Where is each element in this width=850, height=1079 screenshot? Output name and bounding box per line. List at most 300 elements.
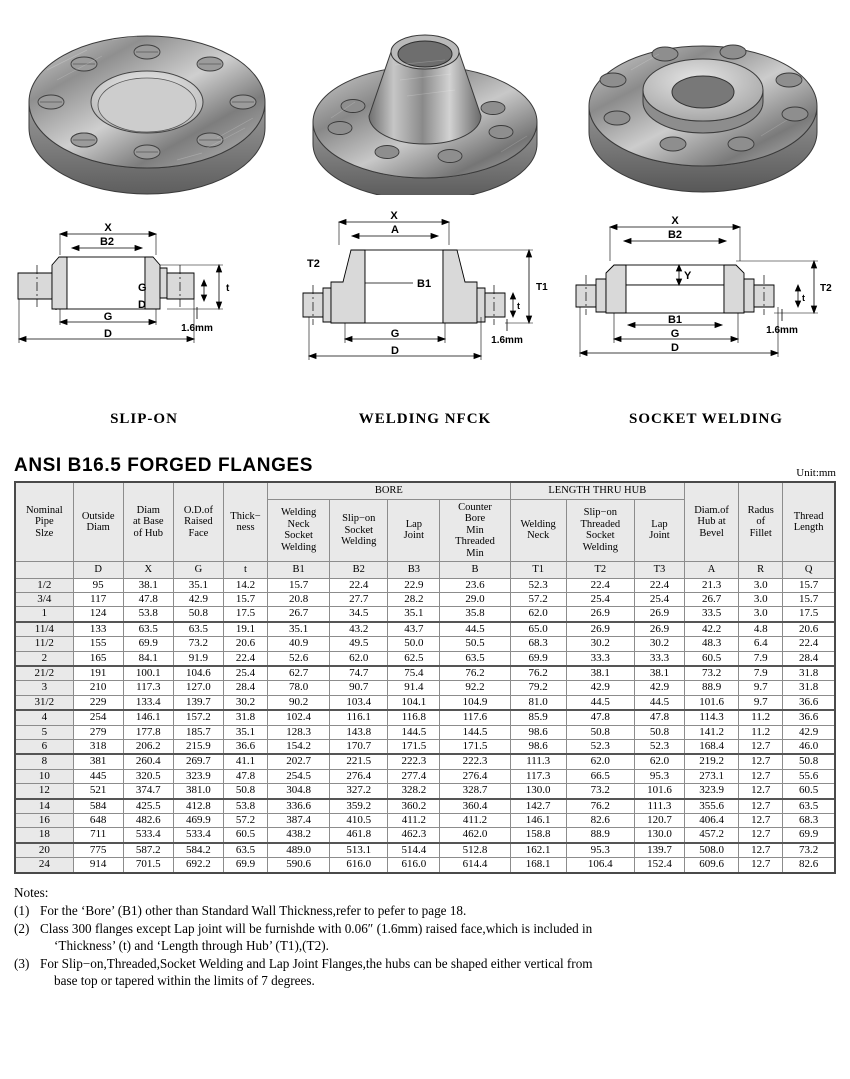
cell-T1: 162.1	[510, 843, 566, 858]
header-diam-hub-at-bevel: Diam.of Hub at Bevel	[685, 482, 739, 562]
cell-A: 73.2	[685, 666, 739, 681]
cell-B: 171.5	[440, 739, 510, 754]
cell-B1: 90.2	[268, 695, 330, 710]
cell-t: 28.4	[223, 681, 267, 695]
cell-A: 141.2	[685, 725, 739, 739]
table-row	[15, 754, 835, 769]
cell-D: 165	[73, 651, 123, 666]
cell-t: 19.1	[223, 622, 267, 637]
cell-B2: 170.7	[330, 739, 388, 754]
cell-nps: 6	[15, 739, 73, 754]
table-row	[15, 828, 835, 843]
cell-B: 29.0	[440, 592, 510, 606]
cell-G: 35.1	[173, 578, 223, 592]
cell-D: 521	[73, 784, 123, 799]
header-row-groups	[15, 482, 835, 499]
dim-label-t: t	[517, 301, 520, 311]
header-bore-welding-neck-socket-welding: Welding Neck Socket Welding	[268, 499, 330, 562]
cell-D: 210	[73, 681, 123, 695]
cell-B: 462.0	[440, 828, 510, 843]
cell-t: 69.9	[223, 858, 267, 873]
cell-B1: 128.3	[268, 725, 330, 739]
cell-T1: 158.8	[510, 828, 566, 843]
cell-B2: 143.8	[330, 725, 388, 739]
cell-X: 84.1	[123, 651, 173, 666]
cell-X: 482.6	[123, 814, 173, 828]
cell-nps: 11/4	[15, 622, 73, 637]
cell-T1: 57.2	[510, 592, 566, 606]
cell-B3: 171.5	[388, 739, 440, 754]
cell-T1: 130.0	[510, 784, 566, 799]
cell-B2: 74.7	[330, 666, 388, 681]
cell-Q: 63.5	[783, 799, 835, 814]
header-bore-slip-on-socket-welding: Slip−on Socket Welding	[330, 499, 388, 562]
cell-B1: 438.2	[268, 828, 330, 843]
cell-R: 12.7	[739, 784, 783, 799]
dim-label-x: X	[104, 222, 112, 234]
cell-t: 36.6	[223, 739, 267, 754]
cell-Q: 20.6	[783, 622, 835, 637]
cell-B: 512.8	[440, 843, 510, 858]
note-number: (2)	[14, 920, 30, 936]
cell-G: 215.9	[173, 739, 223, 754]
table-row	[15, 799, 835, 814]
cell-B3: 360.2	[388, 799, 440, 814]
cell-D: 95	[73, 578, 123, 592]
cell-T2: 66.5	[566, 769, 634, 783]
cell-B1: 62.7	[268, 666, 330, 681]
dim-label-raised-face: 1.6mm	[181, 323, 213, 334]
cell-T1: 146.1	[510, 814, 566, 828]
cell-nps: 4	[15, 710, 73, 725]
cell-D: 155	[73, 637, 123, 651]
cell-nps: 1/2	[15, 578, 73, 592]
cell-B: 360.4	[440, 799, 510, 814]
table-row	[15, 695, 835, 710]
cell-Q: 68.3	[783, 814, 835, 828]
slip-on-drawing	[4, 205, 284, 390]
cell-B: 276.4	[440, 769, 510, 783]
cell-R: 12.7	[739, 769, 783, 783]
cell-D: 229	[73, 695, 123, 710]
cell-A: 355.6	[685, 799, 739, 814]
cell-B3: 116.8	[388, 710, 440, 725]
cell-T1: 69.9	[510, 651, 566, 666]
header-bore-lap-joint: Lap Joint	[388, 499, 440, 562]
cell-T2: 42.9	[566, 681, 634, 695]
cell-nps: 18	[15, 828, 73, 843]
cell-t: 47.8	[223, 769, 267, 783]
cell-Q: 28.4	[783, 651, 835, 666]
cell-B1: 336.6	[268, 799, 330, 814]
cell-D: 133	[73, 622, 123, 637]
dim-label-raised-face: 1.6mm	[766, 325, 798, 336]
cell-R: 12.7	[739, 828, 783, 843]
note-line: For Slip−on,Threaded,Socket Welding and Lap Joint Flanges,the hubs can be shaped either vertical from	[40, 955, 593, 971]
note-item	[14, 920, 836, 955]
cell-A: 457.2	[685, 828, 739, 843]
header-outside-diam: Outside Diam	[73, 482, 123, 562]
cell-T2: 44.5	[566, 695, 634, 710]
table-row	[15, 814, 835, 828]
cell-R: 12.7	[739, 858, 783, 873]
dim-label-y: Y	[684, 270, 692, 282]
symbol-X: X	[123, 562, 173, 579]
cell-B2: 116.1	[330, 710, 388, 725]
cell-D: 279	[73, 725, 123, 739]
cell-X: 53.8	[123, 607, 173, 622]
drawing-caption-row	[0, 407, 850, 441]
cell-B1: 35.1	[268, 622, 330, 637]
table-body	[15, 578, 835, 873]
cell-Q: 69.9	[783, 828, 835, 843]
dim-label-t2: T2	[307, 258, 320, 270]
cell-Q: 55.6	[783, 769, 835, 783]
flange-photo-row	[0, 0, 850, 205]
cell-T2: 30.2	[566, 637, 634, 651]
dim-label-t: t	[226, 283, 230, 294]
cell-t: 63.5	[223, 843, 267, 858]
symbol-T1: T1	[510, 562, 566, 579]
cell-Q: 50.8	[783, 754, 835, 769]
cell-T3: 22.4	[634, 578, 684, 592]
note-item	[14, 902, 836, 920]
cell-T3: 30.2	[634, 637, 684, 651]
cell-nps: 24	[15, 858, 73, 873]
table-row	[15, 858, 835, 873]
cell-T3: 42.9	[634, 681, 684, 695]
cell-B2: 27.7	[330, 592, 388, 606]
cell-B2: 410.5	[330, 814, 388, 828]
cell-B2: 359.2	[330, 799, 388, 814]
cell-T3: 25.4	[634, 592, 684, 606]
table-row	[15, 739, 835, 754]
cell-T2: 76.2	[566, 799, 634, 814]
page-title: ANSI B16.5 FORGED FLANGES	[14, 455, 313, 476]
symbol-R: R	[739, 562, 783, 579]
cell-Q: 36.6	[783, 695, 835, 710]
table-row	[15, 710, 835, 725]
cell-B3: 62.5	[388, 651, 440, 666]
header-bore-counter-bore-min-threaded-min: Counter Bore Min Threaded Min	[440, 499, 510, 562]
cell-A: 33.5	[685, 607, 739, 622]
cell-B3: 328.2	[388, 784, 440, 799]
cell-R: 9.7	[739, 695, 783, 710]
cell-D: 124	[73, 607, 123, 622]
cell-G: 139.7	[173, 695, 223, 710]
cell-t: 53.8	[223, 799, 267, 814]
cell-T2: 33.3	[566, 651, 634, 666]
cell-T3: 130.0	[634, 828, 684, 843]
cell-R: 3.0	[739, 592, 783, 606]
cell-T3: 26.9	[634, 607, 684, 622]
cell-B1: 590.6	[268, 858, 330, 873]
symbol-Q: Q	[783, 562, 835, 579]
header-radius-of-fillet: Radus of Fillet	[739, 482, 783, 562]
cell-Q: 15.7	[783, 578, 835, 592]
socket-welding-flange-photo	[568, 3, 838, 203]
cell-B1: 26.7	[268, 607, 330, 622]
cell-G: 269.7	[173, 754, 223, 769]
cell-T3: 38.1	[634, 666, 684, 681]
header-thickness: Thick− ness	[223, 482, 267, 562]
cell-B3: 28.2	[388, 592, 440, 606]
cell-B3: 462.3	[388, 828, 440, 843]
cell-Q: 73.2	[783, 843, 835, 858]
dim-label-d-lower: D	[104, 328, 112, 340]
cell-t: 25.4	[223, 666, 267, 681]
cell-B3: 75.4	[388, 666, 440, 681]
cell-T2: 52.3	[566, 739, 634, 754]
cell-G: 50.8	[173, 607, 223, 622]
cell-T3: 50.8	[634, 725, 684, 739]
cell-B: 411.2	[440, 814, 510, 828]
cell-T2: 25.4	[566, 592, 634, 606]
cell-X: 177.8	[123, 725, 173, 739]
cell-nps: 12	[15, 784, 73, 799]
cell-B2: 22.4	[330, 578, 388, 592]
cell-B: 76.2	[440, 666, 510, 681]
cell-B2: 461.8	[330, 828, 388, 843]
note-text	[40, 920, 836, 955]
cell-G: 73.2	[173, 637, 223, 651]
cell-Q: 60.5	[783, 784, 835, 799]
cell-B3: 277.4	[388, 769, 440, 783]
cell-B2: 62.0	[330, 651, 388, 666]
cell-G: 584.2	[173, 843, 223, 858]
symbol-A: A	[685, 562, 739, 579]
cell-X: 47.8	[123, 592, 173, 606]
cell-B3: 411.2	[388, 814, 440, 828]
cell-nps: 10	[15, 769, 73, 783]
note-line-continued: ‘Thickness’ (t) and ‘Length through Hub’ (T1),(T2).	[54, 938, 329, 954]
cell-B: 117.6	[440, 710, 510, 725]
dim-label-raised-face: 1.6mm	[491, 335, 523, 346]
cell-T2: 82.6	[566, 814, 634, 828]
cell-B2: 43.2	[330, 622, 388, 637]
table-row	[15, 592, 835, 606]
header-nominal-pipe-size: Nominal Pipe Slze	[15, 482, 73, 562]
cell-G: 104.6	[173, 666, 223, 681]
cell-D: 914	[73, 858, 123, 873]
cell-T2: 88.9	[566, 828, 634, 843]
cell-D: 648	[73, 814, 123, 828]
header-hub-slip-on-threaded-socket-welding: Slip−on Threaded Socket Welding	[566, 499, 634, 562]
note-number: (1)	[14, 903, 30, 919]
symbol-G: G	[173, 562, 223, 579]
cell-G: 469.9	[173, 814, 223, 828]
cell-B3: 50.0	[388, 637, 440, 651]
table-row	[15, 578, 835, 592]
cell-t: 30.2	[223, 695, 267, 710]
cell-T3: 95.3	[634, 769, 684, 783]
cell-T2: 95.3	[566, 843, 634, 858]
cell-t: 17.5	[223, 607, 267, 622]
cell-nps: 3	[15, 681, 73, 695]
cell-X: 69.9	[123, 637, 173, 651]
cell-nps: 1	[15, 607, 73, 622]
cell-A: 48.3	[685, 637, 739, 651]
cell-B3: 91.4	[388, 681, 440, 695]
table-row	[15, 784, 835, 799]
cell-T3: 47.8	[634, 710, 684, 725]
cell-nps: 14	[15, 799, 73, 814]
cell-D: 775	[73, 843, 123, 858]
cell-G: 63.5	[173, 622, 223, 637]
dim-label-g-lower: G	[103, 311, 113, 323]
cell-B2: 90.7	[330, 681, 388, 695]
note-text	[40, 902, 836, 920]
caption-socket-welding: SOCKET WELDING	[629, 411, 783, 427]
symbol-D: D	[73, 562, 123, 579]
cell-G: 185.7	[173, 725, 223, 739]
cell-T2: 106.4	[566, 858, 634, 873]
cell-B1: 40.9	[268, 637, 330, 651]
cell-t: 31.8	[223, 710, 267, 725]
note-item	[14, 955, 836, 990]
cell-D: 584	[73, 799, 123, 814]
cell-t: 60.5	[223, 828, 267, 843]
cell-B2: 513.1	[330, 843, 388, 858]
cell-B: 44.5	[440, 622, 510, 637]
cell-Q: 82.6	[783, 858, 835, 873]
header-od-raised-face: O.D.of Raised Face	[173, 482, 223, 562]
cell-X: 320.5	[123, 769, 173, 783]
cell-A: 168.4	[685, 739, 739, 754]
header-hub-welding-neck: Welding Neck	[510, 499, 566, 562]
cell-B1: 154.2	[268, 739, 330, 754]
cell-B3: 222.3	[388, 754, 440, 769]
note-number: (3)	[14, 955, 30, 971]
cell-Q: 46.0	[783, 739, 835, 754]
dim-label-t: t	[802, 293, 805, 303]
dim-label-d: D	[391, 345, 399, 357]
cell-X: 133.4	[123, 695, 173, 710]
table-row	[15, 725, 835, 739]
dim-label-b1: B1	[667, 314, 683, 326]
cell-nps: 2	[15, 651, 73, 666]
cell-t: 22.4	[223, 651, 267, 666]
cell-B3: 514.4	[388, 843, 440, 858]
symbol-B2: B2	[330, 562, 388, 579]
cell-R: 12.7	[739, 739, 783, 754]
table-row	[15, 622, 835, 637]
cell-G: 381.0	[173, 784, 223, 799]
table-row	[15, 651, 835, 666]
cell-B: 50.5	[440, 637, 510, 651]
cell-R: 12.7	[739, 754, 783, 769]
cell-T2: 26.9	[566, 622, 634, 637]
flange-drawing-row	[0, 205, 850, 405]
cell-R: 6.4	[739, 637, 783, 651]
dim-label-g: G	[670, 328, 680, 340]
header-diam-at-base-of-hub: Diam at Base of Hub	[123, 482, 173, 562]
cell-T1: 111.3	[510, 754, 566, 769]
caption-slip-on: SLIP-ON	[110, 411, 178, 427]
slip-on-flange-photo	[12, 3, 282, 203]
cell-B3: 144.5	[388, 725, 440, 739]
cell-T2: 73.2	[566, 784, 634, 799]
symbol-T2: T2	[566, 562, 634, 579]
cell-D: 711	[73, 828, 123, 843]
cell-X: 425.5	[123, 799, 173, 814]
dim-label-x: X	[390, 210, 398, 222]
cell-T2: 62.0	[566, 754, 634, 769]
cell-T1: 117.3	[510, 769, 566, 783]
cell-A: 406.4	[685, 814, 739, 828]
cell-T3: 152.4	[634, 858, 684, 873]
cell-B1: 15.7	[268, 578, 330, 592]
cell-T1: 85.9	[510, 710, 566, 725]
cell-A: 273.1	[685, 769, 739, 783]
cell-A: 42.2	[685, 622, 739, 637]
cell-A: 323.9	[685, 784, 739, 799]
cell-B3: 35.1	[388, 607, 440, 622]
cell-B1: 387.4	[268, 814, 330, 828]
cell-X: 117.3	[123, 681, 173, 695]
cell-D: 318	[73, 739, 123, 754]
cell-T3: 33.3	[634, 651, 684, 666]
cell-R: 3.0	[739, 578, 783, 592]
dim-label-x: X	[671, 215, 679, 227]
cell-Q: 15.7	[783, 592, 835, 606]
cell-B1: 254.5	[268, 769, 330, 783]
cell-B3: 104.1	[388, 695, 440, 710]
cell-Q: 36.6	[783, 710, 835, 725]
cell-R: 11.2	[739, 725, 783, 739]
dim-label-a: A	[391, 224, 399, 236]
cell-X: 587.2	[123, 843, 173, 858]
dim-label-g: G	[390, 328, 400, 340]
dim-label-t1: T1	[536, 282, 548, 293]
cell-T3: 111.3	[634, 799, 684, 814]
cell-X: 206.2	[123, 739, 173, 754]
cell-B: 222.3	[440, 754, 510, 769]
cell-B2: 34.5	[330, 607, 388, 622]
header-group-length-thru-hub: LENGTH THRU HUB	[510, 482, 684, 499]
cell-B3: 22.9	[388, 578, 440, 592]
cell-A: 21.3	[685, 578, 739, 592]
cell-T1: 79.2	[510, 681, 566, 695]
cell-Q: 22.4	[783, 637, 835, 651]
table-row	[15, 666, 835, 681]
cell-T3: 139.7	[634, 843, 684, 858]
cell-B2: 49.5	[330, 637, 388, 651]
cell-nps: 3/4	[15, 592, 73, 606]
cell-B1: 52.6	[268, 651, 330, 666]
table-row	[15, 681, 835, 695]
dim-label-b2: B2	[667, 229, 683, 241]
cell-G: 533.4	[173, 828, 223, 843]
cell-Q: 42.9	[783, 725, 835, 739]
cell-A: 609.6	[685, 858, 739, 873]
cell-B: 144.5	[440, 725, 510, 739]
cell-t: 41.1	[223, 754, 267, 769]
cell-X: 63.5	[123, 622, 173, 637]
note-line-continued: base top or tapered within the limits of 7 degrees.	[54, 973, 315, 989]
notes-heading: Notes:	[14, 884, 49, 900]
dim-label-t2: T2	[820, 283, 832, 294]
table-row	[15, 637, 835, 651]
dim-label-b1: B1	[417, 278, 432, 290]
welding-neck-drawing	[285, 205, 565, 390]
cell-Q: 31.8	[783, 681, 835, 695]
cell-X: 100.1	[123, 666, 173, 681]
cell-T3: 62.0	[634, 754, 684, 769]
cell-G: 412.8	[173, 799, 223, 814]
cell-nps: 5	[15, 725, 73, 739]
notes-section	[0, 874, 850, 990]
